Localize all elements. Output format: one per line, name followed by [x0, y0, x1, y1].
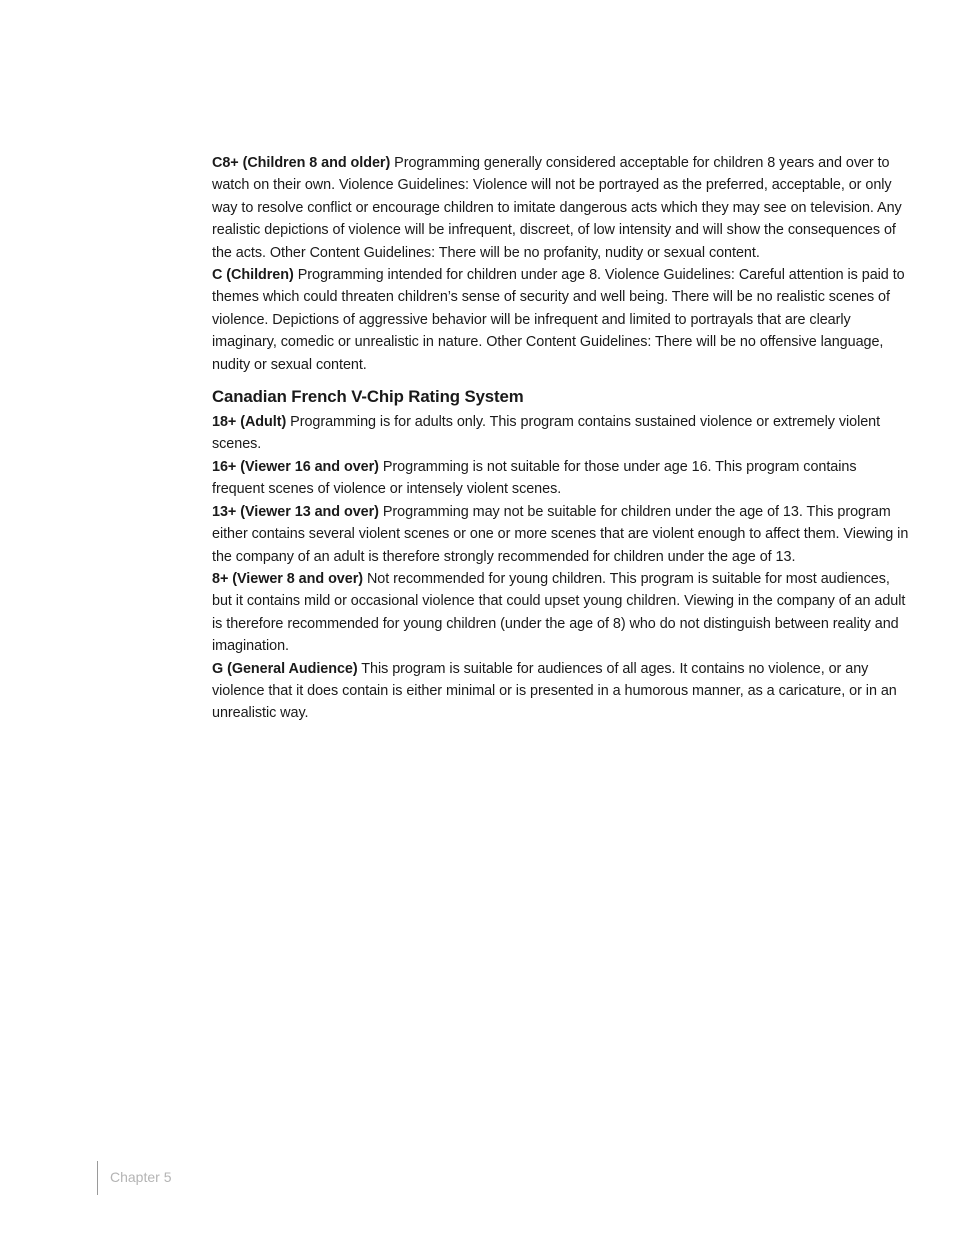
rating-entry-8-plus — [212, 568, 912, 658]
rating-entry-c8-plus — [212, 152, 912, 264]
rating-entry-16-plus — [212, 456, 912, 501]
rating-term: 13+ (Viewer 13 and over) — [212, 503, 379, 520]
rating-term: C8+ (Children 8 and older) — [212, 155, 391, 171]
chapter-label: Chapter 5 — [110, 1169, 172, 1185]
rating-description: Programming intended for children under age 8. Violence Guidelines: Careful attention is paid to themes which could threaten children’s sense of security and well being. There will be no realistic scenes of violence. Depictions of aggressive behavior will be infrequent and limited to portrayals that are clearly imaginary, comedic or unrealistic in nature. Other Content Guidelines: There will be no offensive language, nudity or sexual content. — [212, 267, 905, 373]
rating-entry-18-plus — [212, 411, 912, 456]
rating-description: Not recommended for young children. This program is suitable for most audiences, but it contains mild or occasional violence that could upset young children. Viewing in the company of an adult is therefore recommended for young children (under the age of 8) who do not distinguish between reality and imagination. — [212, 570, 906, 655]
rating-entry-g — [212, 658, 912, 725]
rating-term: 18+ (Adult) — [212, 414, 287, 431]
rating-term: C (Children) — [212, 267, 294, 284]
rating-term: 8+ (Viewer 8 and over) — [212, 570, 364, 587]
rating-description: This program is suitable for audiences of all ages. It contains no violence, or any violence that it does contain is either minimal or is presented in a humorous manner, as a caricature, or in an unrealistic way. — [212, 660, 897, 722]
page-footer — [97, 1161, 172, 1195]
page-content — [212, 152, 912, 725]
section-heading-canadian-french: Canadian French V-Chip Rating System — [212, 387, 524, 407]
rating-description: Programming may not be suitable for children under the age of 13. This program either contains several violent scenes or one or more scenes that are violent enough to affect them. Viewing in the company of an adult is therefore strongly recommended for children under the age of 13. — [212, 503, 909, 565]
rating-description: Programming generally considered acceptable for children 8 years and over to watch on their own. Violence Guidelines: Violence will not be portrayed as the preferred, acceptable, or only way to resolve conflict or encourage children to imitate dangerous acts which they may see on television. Any realistic depictions of violence will be infrequent, discreet, of low intensity and will show the consequences of the acts. Other Content Guidelines: There will be no profanity, nudity or sexual content. — [212, 155, 902, 261]
rating-entry-c — [212, 264, 912, 376]
rating-description: Programming is for adults only. This program contains sustained violence or extremely violent scenes. — [212, 414, 881, 453]
rating-entry-13-plus — [212, 501, 912, 568]
rating-term: 16+ (Viewer 16 and over) — [212, 458, 379, 475]
rating-description: Programming is not suitable for those under age 16. This program contains frequent scenes of violence or intensely violent scenes. — [212, 458, 857, 498]
rating-term: G (General Audience) — [212, 660, 358, 677]
